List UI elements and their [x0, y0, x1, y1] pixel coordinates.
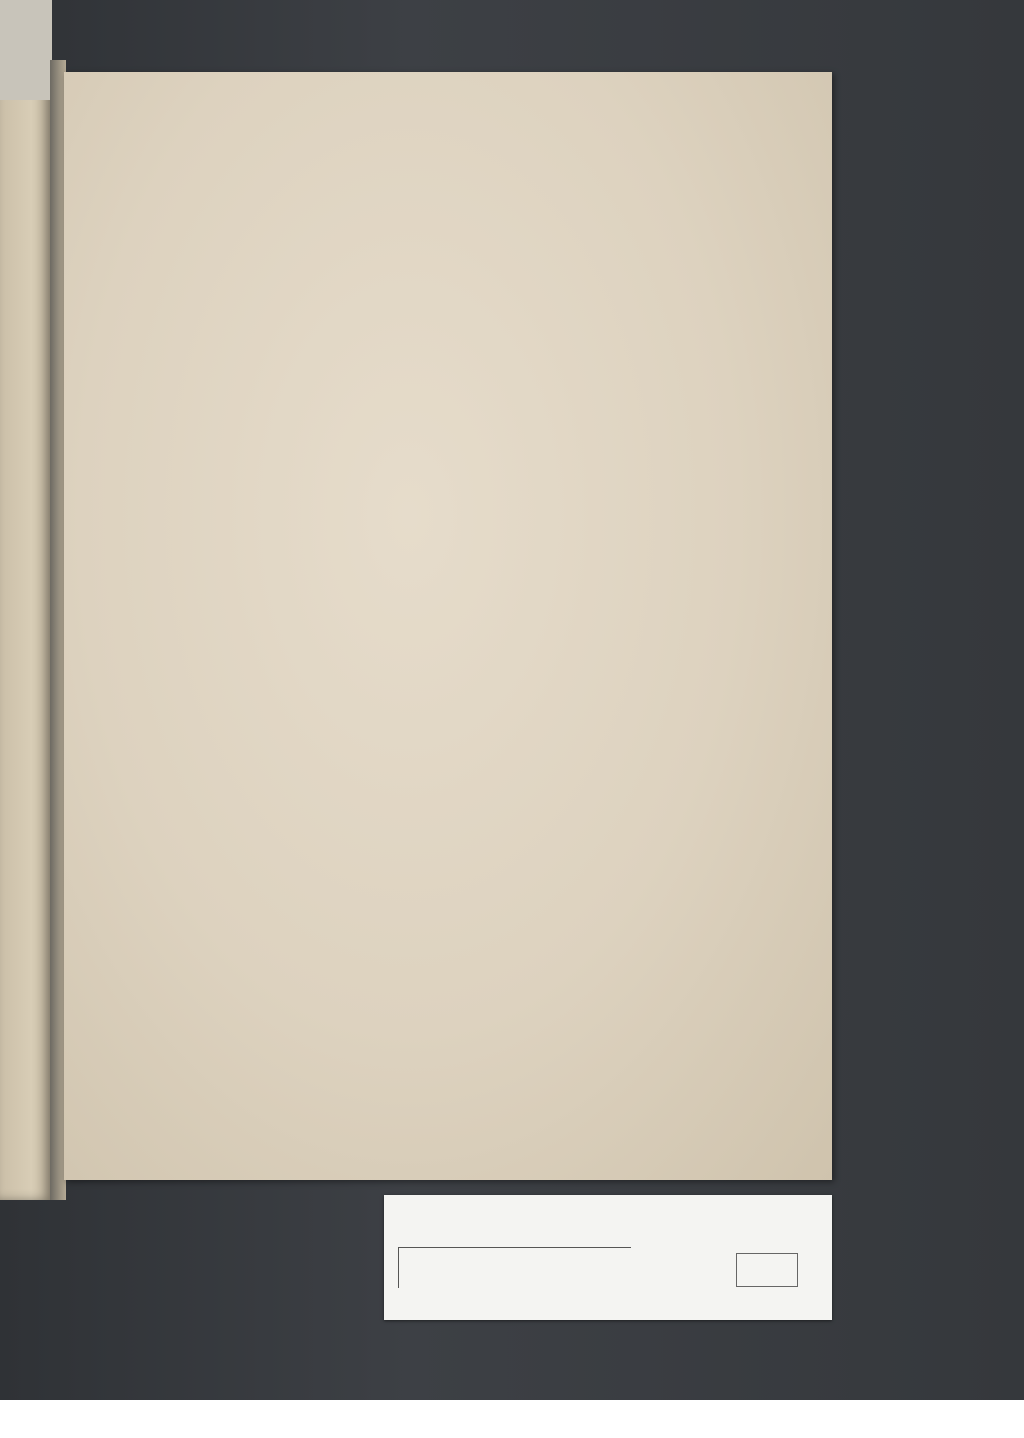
facing-page	[0, 60, 52, 1200]
ruler-ticks	[399, 1248, 631, 1288]
scale-ruler	[398, 1247, 631, 1288]
hab-logo-icon	[6, 1406, 40, 1432]
book-page	[64, 72, 832, 1180]
ruler-numbers	[394, 1290, 634, 1312]
gray-swatch	[736, 1253, 798, 1287]
facing-page-top	[0, 0, 52, 100]
drop-cap-initial	[82, 412, 154, 492]
library-label	[384, 1195, 832, 1320]
footer-bar	[0, 1400, 1024, 1438]
